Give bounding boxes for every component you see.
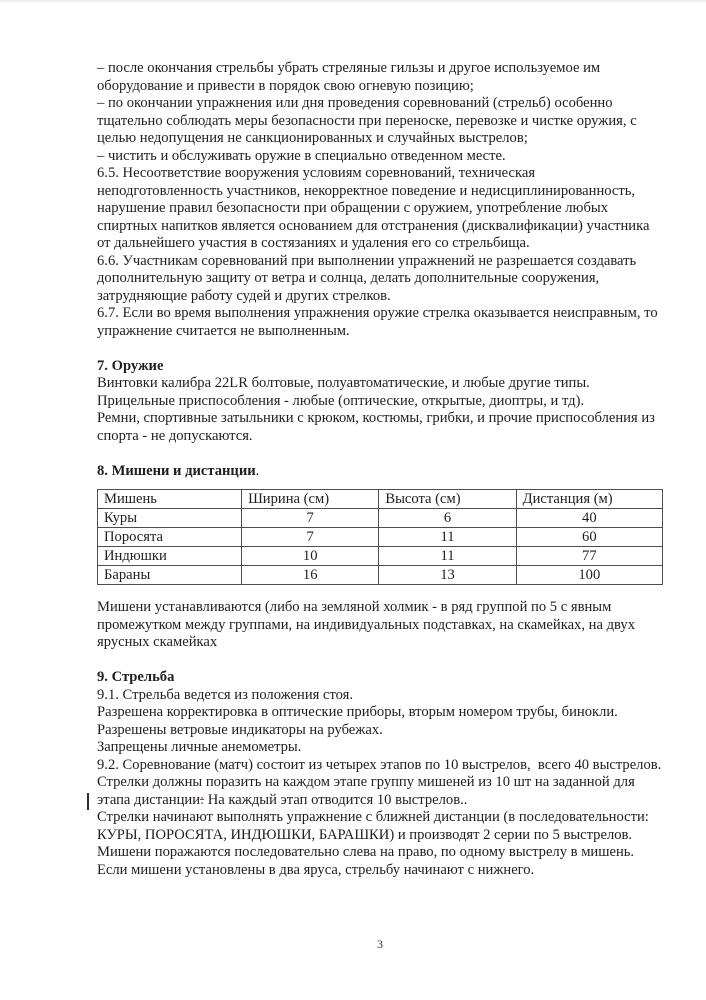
table-row [98, 509, 663, 528]
clause-6-5: 6.5. Несоответствие вооружения условиям соревнований, техническая неподготовленность участников, некорректное поведение и недисциплинированность, нарушение правил безопасности при обращении с оружием, употребление любых спиртных напитков является основанием для отстранения (дисквалификации) участника от дальнейшего участия в состязаниях и удаления его со стрельбища. [97, 165, 654, 251]
table-cell: 16 [242, 566, 379, 585]
table-header-target: Мишень [98, 490, 242, 509]
tracked-text-after: На каждый этап отводится 10 выстрелов.. [204, 791, 468, 808]
table-cell: 11 [379, 528, 516, 547]
table-cell: 77 [516, 547, 662, 566]
table-header-distance: Дистанция (м) [516, 490, 662, 509]
shooting-paragraph: 9.1. Стрельба ведется из положения стоя. [97, 686, 354, 703]
shooting-paragraph: Разрешены ветровые индикаторы на рубежах. [97, 721, 383, 738]
shooting-paragraph: Разрешена корректировка в оптические приборы, вторым номером трубы, бинокли. [97, 704, 618, 720]
targets-note: Мишени устанавливаются (либо на земляной холмик - в ряд группой по 5 с явным промежутком между группами, на индивидуальных подставках, на скамейках, на двух ярусных скамейках [97, 599, 639, 650]
shooting-paragraph-tracked-change [97, 774, 663, 809]
table-cell: 13 [379, 566, 516, 585]
shooting-paragraph: 9.2. Соревнование (матч) состоит из четырех этапов по 10 выстрелов, всего 40 выстрелов. [97, 756, 662, 773]
safety-rule-item: – после окончания стрельбы убрать стреляные гильзы и другое используемое им оборудование и привести в порядок свою огневую позицию; [97, 60, 604, 94]
shooting-paragraph: Запрещены личные анемометры. [97, 739, 302, 755]
section-9-heading: 9. Стрельба [97, 669, 175, 685]
section-7-heading: 7. Оружие [97, 357, 164, 374]
tracked-text-before: Стрелки должны поразить на каждом этапе группу мишеней из 10 шт на заданной для этапа дистанции [97, 774, 639, 808]
table-cell: 7 [242, 509, 379, 528]
section-8-heading [97, 463, 663, 481]
table-cell: Поросята [98, 528, 242, 547]
safety-rule-item: – чистить и обслуживать оружие в специально отведенном месте. [97, 147, 506, 164]
shooting-paragraph: Мишени поражаются последовательно слева на право, по одному выстрелу в мишень. Если мишени установлены в два яруса, стрельбу начинают с нижнего. [97, 844, 638, 878]
page-edge-shadow [0, 0, 706, 2]
table-cell: Куры [98, 509, 242, 528]
weapons-line: Винтовки калибра 22LR болтовые, полуавтоматические, и любые другие типы. [97, 375, 590, 391]
safety-rule-item: – по окончании упражнения или дня проведения соревнований (стрельб) особенно тщательно соблюдать меры безопасности при переноске, перевозке и чистке оружия, с целью недопущения не санкционированных и случайных выстрелов; [97, 95, 641, 146]
table-row [98, 528, 663, 547]
table-header-row [98, 490, 663, 509]
table-cell: Бараны [98, 566, 242, 585]
clause-6-6: 6.6. Участникам соревнований при выполнении упражнений не разрешается создавать дополнительную защиту от ветра и солнца, делать дополнительные сооружения, затрудняющие работу судей и других стрелков. [97, 252, 640, 304]
targets-table [97, 489, 663, 585]
table-cell: 7 [242, 528, 379, 547]
revision-change-bar [87, 793, 89, 810]
section-8-heading-suffix: . [255, 462, 260, 479]
table-cell: 100 [516, 566, 662, 585]
shooting-paragraph: Стрелки начинают выполнять упражнение с ближней дистанции (в последовательности: КУРЫ, ПОРОСЯТА, ИНДЮШКИ, БАРАШКИ) и производят 2 серии по 5 выстрелов. [97, 809, 653, 843]
table-row [98, 547, 663, 566]
table-cell: 6 [379, 509, 516, 528]
table-cell: 10 [242, 547, 379, 566]
page-number: 3 [377, 937, 383, 951]
section-8-heading-text: 8. Мишени и дистанции [97, 462, 256, 479]
table-header-width: Ширина (см) [242, 490, 379, 509]
table-header-height: Высота (см) [379, 490, 516, 509]
table-cell: 11 [379, 547, 516, 566]
clause-6-7: 6.7. Если во время выполнения упражнения оружие стрелка оказывается неисправным, то упражнение считается не выполненным. [97, 305, 662, 339]
weapons-line: Ремни, спортивные затыльники с крюком, костюмы, грибки, и прочие приспособления из спорта - не допускаются. [97, 410, 659, 444]
document-content [97, 60, 663, 879]
weapons-line: Прицельные приспособления - любые (оптические, открытые, диоптры, и тд). [97, 392, 585, 409]
deleted-text: : [200, 791, 205, 808]
table-cell: 60 [516, 528, 662, 547]
table-cell: Индюшки [98, 547, 242, 566]
table-cell: 40 [516, 509, 662, 528]
table-row [98, 566, 663, 585]
